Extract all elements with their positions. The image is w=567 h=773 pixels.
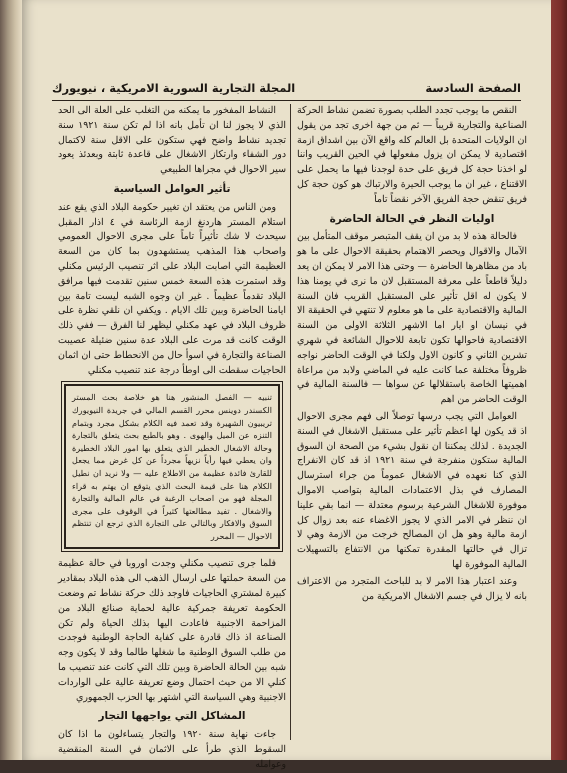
page-header bbox=[52, 76, 521, 101]
paragraph: ومن الناس من يعتقد ان تغيير حكومة البلاد الذي يقع عند استلام المستر هاردنغ ازمة الرئاسة في ٤ اذار المقبل سيحدث لا شك تأثيراً تاماً على مجرى الاحوال العمومي واصحاب هذا المذهب يستشهدون بما كان من السعة العظيمة التي اصابت البلاد على اثر تنصيب الرئيس مكنلي وقد استمرت هذه السعة خمس سنين تقدمت فيها مرافق البلاد تقدماً عظيماً . غير ان وجوه الشبه ليست تامة بين ايامنا الحاضرة وبين تلك الايام . ويكفي ان نلقي نظرة على ظروف البلاد في عهد مكنلي ليظهر لنا الفرق — ففي ذلك الوقت كانت قد مرت على البلاد عدة سنين ضئيلة عصيبت الصناعة والتجارة في اسوأ حال من الانحطاط حتى ان اثمان الحاجيات سقطت الى اوطأ درجة عند تنصيب مكنلي bbox=[58, 201, 286, 376]
editor-notice-box bbox=[64, 384, 280, 549]
paragraph: النقص ما يوجب تجدد الطلب بصورة تضمن نشاط الحركة الصناعية والتجارية قريباً — ثم من جهة اخرى تجد من يقول ان الولايات المتحدة بل العالم كله واقع الآن بين اشداق ازمة اقتصادية لا يمكن ان يزول مفعولها في الحين القريب واننا لو اخذنا حجة كل فريق على حدة لوجدنا فيها ما يحمل على الاقتناع ، غير ان ما يوجب الحيرة والارتباك هو كون حجة كل فريق تنقض حجة الفريق الآخر نقضاً تاماً bbox=[297, 105, 527, 205]
paragraph: فلما جرى تنصيب مكنلي وجدت اوروبا في حالة عظيمة من السعة حملتها على ارسال الذهب الى هذه البلاد بمقادير كبيرة لمشتري الحاجيات فاوجد ذلك حركة نشاط تم وضعت الحكومة تعريفة جمركية عالية لحماية صنائع البلاد من المزاحمة الاجنبية فاعادت اليها بذلك الحياة ولم تكن الصناعة اذ ذاك قادرة على كفاية الحاجة الوطنية فوجدت من طلب السوق الوطنية ما شغلها طالما وقد لا يكون وجه شبه بين الحالة الحاضرة وبين تلك التي كانت عند تنصيب ما كنلي الا من حيث احتمال وضع تعريفة عالية على الواردات الاجنبية وهي السياسة التي اشتهر بها الحزب الجمهوري bbox=[58, 558, 286, 703]
journal-title: المجلة التجارية السورية الامريكية ، نيويورك bbox=[52, 81, 296, 95]
right-column bbox=[297, 104, 527, 744]
document-page bbox=[22, 0, 551, 770]
left-column bbox=[58, 104, 286, 770]
page-number-label: الصفحة السادسة bbox=[425, 81, 521, 95]
section-heading: المشاكل التي يواجهها التجار bbox=[98, 710, 246, 723]
book-binding-right bbox=[551, 0, 567, 760]
paragraph: النشاط المفخور ما يمكنه من التغلب على العلة الى الحد الذي لا يجوز لنا ان تأمل بانه اذا لم تكن سنة ١٩٢١ سنة تجديد نشاط واضح فهي ستكون على الاقل سنة لاكتمال دور الشفاء وارتكاز الاشغال على قاعدة ثابتة وبعدئذ يعود سير الاحوال في مجراها الطبيعي bbox=[58, 105, 286, 176]
section-heading: اوليات النظر في الحالة الحاضرة bbox=[329, 212, 495, 225]
section-heading: تأثير العوامل السياسية bbox=[113, 182, 231, 195]
notice-text: تنبيه — الفصل المنشور هنا هو خلاصة بحث المستر الكسندر دوينس محرر القسم المالي في جريدة النيويورك تريبيون الشهيرة وقد تعمد فيه الكلام بشكل مجرد وبتمام التنزه عن الميل والهوى . وهو بالطبع بحث يتعلق بالتجارة وحالة الاشغال الخطير الذي يتعلق بها امور البلاد الخطيرة وان يعطي فيها رأياً نزيهاً مجرداً عن كل غرض مما يجعل للقارئ فائدة عظيمة من الاطلاع عليه — ولا نريد ان نطيل الكلام هنا على قيمة البحث الذي يتوقع ان يهتم به قراء المجلة فهو من اصحاب الرغبة في عالم المالية والتجارة والاشغال . تفيد مطالعتها كثيراً في الوقوف على مجرى السوق والافكار وبالتالي على التجارة الذي ترجع ان تنتظم الاحوال — المحرر bbox=[72, 392, 272, 541]
paragraph: العوامل التي يجب درسها توصلاً الى فهم مجرى الاحوال اذ قد يكون لها اعظم تأثير على مستقبل الاشغال في السنة الجديدة . لذلك يمكننا ان نقول بشيء من الصحة ان السوق المالية ستكون منفرجة في سنة ١٩٢١ اذ قد كان الانفراج الذي كنا نعهده في الاشغال عموماً من جراء استرسال المصارف في بذل الاعتمادات المالية بتواصب الاموال موفورة للاشغال الشرعية برسوم معتدلة — انما بقي علينا ان ننظر في الامر الذي لا يجوز الاغضاء عنه بعد زوال كل ازمة مالية وهو هل ان المصالح خرجت من الازمة وهي لا تزال في حالتها المقدرة تمكنها من الانتفاع بالتسهيلات المالية الموفورة لها bbox=[297, 410, 527, 570]
paragraph: فالحالة هذه لا بد من ان يقف المتبصر موقف المتأمل بين الآمال والاقوال ويحصر الاهتمام بحقيقة الاحوال على ما هو باد من مظاهرها الحاضرة — وحتى هذا الامر لا يمكن ان يعد دليلاً قاطعاً على معرفة المستقبل لان ما نرى في يومنا هذا لا يكون له اقل تأثير على المستقبل القريب فان السنة المالية والاقتصادية على ما هو معلوم لا تنتهي في الحقيقة الا في نيسان او ايار اما الاشهر الثلاثة الاولى من السنة الاقتصادية فاحوالها تكون تابعة للاحوال الشائعة في شهري تشرين الثاني و كانون الاول ولكنا في الوقت الحاضر نواجه ظروفاً مختلفة عما كانت عليه في الماضي ولابد من مراعاة اهميتها الخاصة باستقلالها عن سواها — فالسنة المالية في الوقت الحاضر من اهم bbox=[297, 231, 527, 406]
book-binding-left bbox=[0, 0, 22, 760]
paragraph: وعند اعتبار هذا الامر لا بد للباحث المتجرد من الاعتراف بانه لا يزال في جسم الاشغال الامريكية من bbox=[297, 575, 527, 602]
paragraph: جاءت نهاية سنة ١٩٢٠ والتجار يتساءلون ما اذا كان السقوط الذي طرأ على الاثمان في السنة المنقضية وعوامله bbox=[58, 729, 286, 770]
column-divider bbox=[290, 104, 291, 740]
